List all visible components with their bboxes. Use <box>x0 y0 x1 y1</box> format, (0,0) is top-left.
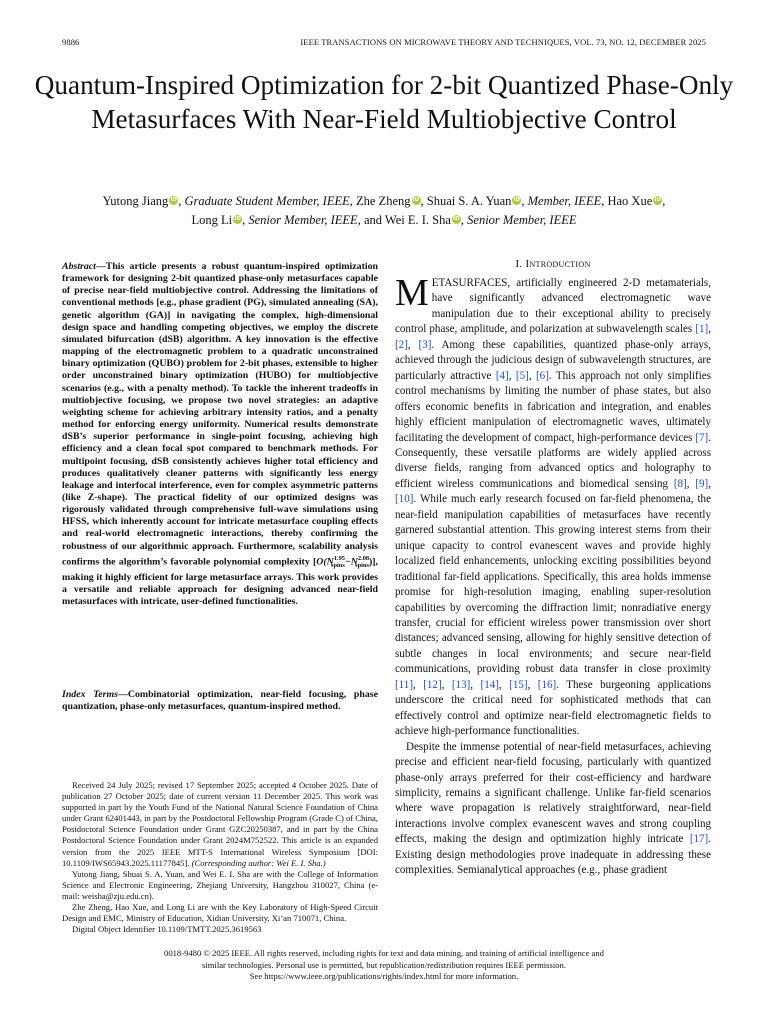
orcid-icon[interactable]: iD <box>513 197 521 203</box>
citation-link[interactable]: [15] <box>509 678 528 691</box>
copyright-line-1: 0018-9480 © 2025 IEEE. All rights reserved, including rights for text and data mining, and training of artificial intelligence and <box>164 948 604 958</box>
footnote-received <box>62 780 378 869</box>
citation-link[interactable]: [10] <box>395 493 414 506</box>
citation-link[interactable]: [11] <box>395 678 413 691</box>
author-name: Zhe Zheng <box>356 194 411 208</box>
orcid-icon[interactable]: iD <box>170 197 177 203</box>
footnote-received-text: Received 24 July 2025; revised 17 September 2025; accepted 4 October 2025. Date of publication 27 October 2025; date of current version 11 December 2025. This work was supported in part by the Youth Fund of the National Natural Science Foundation of China under Grant 62401443, in part by the Postdoctoral Fellowship Program (Grade C) of China, Postdoctoral Science Foundation under Grant GZC20250387, and in part by the China Postdoctoral Science Foundation under Grant 2024M752522. This article is an expanded version from the 2025 IEEE MTT-S International Wireless Symposium [DOI: 10.1109/IWS65943.2025.11177845]. <box>62 780 378 868</box>
author-role: Graduate Student Member, IEEE <box>184 194 350 208</box>
citation-link[interactable]: [9] <box>695 477 709 490</box>
citation-link[interactable]: [2] <box>395 338 408 351</box>
author-name: Yutong Jiang <box>102 194 169 208</box>
index-terms-lead: Index Terms <box>62 689 118 700</box>
footnotes <box>62 780 378 935</box>
abstract-lead: Abstract <box>62 261 96 272</box>
copyright-line-2: similar technologies. Personal use is permitted, but republication/redistribution requires IEEE permission. <box>202 959 566 970</box>
intro-text: . Among these capabilities, quantized phase-only arrays, achieved through the judicious design of subwavelength structures, are particularly attractive <box>395 338 711 382</box>
intro-text: . While much early research focused on far-field phenomena, the near-field manipulation capabilities of metasurfaces have recently garnered substantial attention. This growing interest stems from their unique capacity to control evanescent waves and provide highly localized field enhancements, unlocking exciting possibilities beyond traditional far-field applications. Specifically, this area holds immense promise for high-resolution imaging, enabling super-resolution capabilities by overcoming the diffraction limit; nonradiative energy transfer, crucial for efficient wireless power transmission over short distances; advanced sensing, allowing for highly sensitive detection of subtle changes in local environments; and secure near-field communications, providing robust data transfer in close proximity <box>395 493 711 676</box>
complexity-exp-2: 2.08 <box>357 554 370 562</box>
author-list: Yutong Jiang iD, Graduate Student Member, IEEE, Zhe Zheng iD, Shuai S. A. Yuan iD, Member, IEEE, Hao Xue iD, Long Li iD, Senior Member, IEEE, and Wei E. I. Sha iD, Senior Member, IEEE <box>102 194 666 227</box>
intro-text: . Existing design methodologies prove inadequate in addressing these complexities. Semianalytical approaches (e.g., phase gradient <box>395 833 711 877</box>
author-role: Senior Member, IEEE <box>248 213 358 227</box>
citation-link[interactable]: [5] <box>515 369 529 382</box>
section-number: I. <box>515 258 523 270</box>
author-separator: , <box>662 194 666 208</box>
corresponding-author: (Corresponding author: Wei E. I. Sha.) <box>191 857 326 868</box>
citation-link[interactable]: [4] <box>495 369 509 382</box>
introduction-body <box>395 272 712 879</box>
citation-link[interactable]: [7] <box>695 431 709 444</box>
citation-link[interactable]: [1] <box>695 323 709 336</box>
index-terms-text: Combinatorial optimization, near-field focusing, phase quantization, phase-only metasurfaces, quantum-inspired method. <box>62 689 379 713</box>
citation-link[interactable]: [13] <box>451 678 471 691</box>
complexity-o: O(N <box>316 556 334 568</box>
author-separator: , and <box>357 213 385 227</box>
running-header: IEEE TRANSACTIONS ON MICROWAVE THEORY AND TECHNIQUES, VOL. 73, NO. 12, DECEMBER 2025 <box>300 37 706 47</box>
author-role: Senior Member, IEEE <box>467 213 577 227</box>
intro-text: ETASURFACES, artificially engineered 2-D metamaterials, have significantly advanced electromagnetic wave manipulation due to their exceptional ability to precisely control phase, amplitude, and polarization at subwavelength scales <box>395 277 711 336</box>
abstract <box>62 261 378 609</box>
paper-title: Quantum-Inspired Optimization for 2-bit Quantized Phase-Only Metasurfaces With Near-Field Multiobjective Control <box>34 70 734 134</box>
complexity-close: )] <box>368 556 376 568</box>
intro-text: . These burgeoning applications underscore the critical need for sophisticated methods that can effectively control and optimize near-field electromagnetic fields to achieve high-performance functionalities. <box>395 678 712 738</box>
footnote-affiliation-1: Yutong Jiang, Shuai S. A. Yuan, and Wei E. I. Sha are with the College of Information Science and Electronic Engineering, Zhejiang University, Hangzhou 310027, China (e-mail: weisha@zju.edu.cn). <box>62 868 378 901</box>
citation-link[interactable]: [12] <box>423 678 442 691</box>
orcid-icon[interactable]: iD <box>412 197 420 203</box>
citation-link[interactable]: [14] <box>480 678 499 691</box>
index-terms-dash: — <box>118 689 128 700</box>
author-name: Long Li <box>191 213 233 227</box>
complexity-exp-1: 1.95 <box>333 554 345 562</box>
drop-cap: M <box>395 272 429 314</box>
complexity-dash: −N <box>344 556 358 568</box>
author-name: Hao Xue <box>607 194 653 208</box>
citation-link[interactable]: [16] <box>537 678 557 691</box>
copyright-notice <box>90 948 678 983</box>
intro-text: . Consequently, these versatile platforms are widely applied across diverse fields, ranging from advanced optics and holography to efficient wireless communications and biomedical sensing <box>395 431 711 490</box>
citation-link[interactable]: [8] <box>673 477 687 490</box>
author-separator: , <box>601 194 608 208</box>
index-terms <box>62 689 378 713</box>
section-heading <box>395 258 711 270</box>
copyright-line-3: See https://www.ieee.org/publications/rights/index.html for more information. <box>249 971 519 981</box>
footnote-doi: Digital Object Identifier 10.1109/TMTT.2025.3619563 <box>72 924 262 935</box>
page-number: 9886 <box>62 37 80 47</box>
orcid-icon[interactable]: iD <box>234 216 241 222</box>
abstract-text-1: This article presents a robust quantum-inspired optimization framework for designing 2-bit quantized phase-only metasurfaces capable of precise near-field multiobjective control. Addressing the limitations of conventional methods [e.g., phase gradient (PG), simulated annealing (SA), genetic algorithm (GA)] in navigating the complex, high-dimensional design space and handling competing objectives, we employ the discrete simulated bifurcation (dSB) algorithm. A key innovation is the effective mapping of the electromagnetic problem to a quadratic unconstrained binary optimization (QUBO) problem for 2-bit phases, extensible to higher order unconstrained binary optimization (HUBO) for multiobjective scenarios (e.g., with a penalty method). To tackle the inherent tradeoffs in multiobjective focusing, we propose two novel strategies: an adaptive weighting scheme for achieving arbitrary intensity ratios, and a penalty method for enforcing energy uniformity. Numerical results demonstrate dSB’s superior performance in single-point focusing, achieving high efficiency and a clean focal spot compared to benchmark methods. For multipoint focusing, dSB consistently achieves higher total efficiency and produces qualitatively cleaner patterns with significantly less energy leakage and interfocal interference, even for complex asymmetric patterns (like Z-shape). The practical fidelity of our optimized designs was rigorously validated through comprehensive full-wave simulations using HFSS, which inherently account for intricate metasurface coupling effects and real-world electromagnetic interactions, thereby confirming the robustness of our algorithmic approach. Furthermore, scalability analysis confirms the algorithm’s favorable polynomial complexity [ <box>62 261 378 568</box>
footnote-affiliation-2: Zhe Zheng, Hao Xue, and Long Li are with the Key Laboratory of High-Speed Circuit Design and EMC, Ministry of Education, Xidian University, Xi’an 710071, China. <box>62 902 378 924</box>
citation-link[interactable]: [6] <box>536 369 549 382</box>
section-title: Introduction <box>525 258 591 270</box>
author-role: Member, IEEE <box>527 194 602 208</box>
intro-paragraph-1: METASURFACES, artificially engineered 2-D metamaterials, have significantly advanced electromagnetic wave manipulation due to their exceptional ability to precisely control phase, amplitude, and polarization at subwavelength scales [1], [2], [3]. Among these capabilities, quantized phase-only arrays, achieved through the judicious design of subwavelength structures, are particularly attractive [4], [5], [6]. This approach not only simplifies control mechanisms by limiting the number of phase states, but also offers economic benefits in fabrication and integration, and enables highly efficient manipulation of electromagnetic waves, ultimately facilitating the development of compact, high-performance devices [7]. Consequently, these versatile platforms are widely applied across diverse fields, ranging from advanced optics and holography to efficient wireless communications and biomedical sensing [8], [9], [10]. While much early research focused on far-field phenomena, the near-field manipulation capabilities of metasurfaces have recently garnered substantial attention. This growing interest stems from their unique capacity to control evanescent waves and provide highly localized field enhancements, unlocking exciting possibilities beyond traditional far-field applications. Specifically, this area holds immense promise for high-resolution imaging, enabling super-resolution capabilities by overcoming the diffraction limit; nonradiative energy transfer, crucial for efficient wireless power transmission over short distances; advanced sensing, allowing for highly sensitive detection of subtle changes in local environments; and secure near-field communications, providing robust data transfer in close proximity [11], [12], [13], [14], [15], [16]. These burgeoning applications underscore the critical need for sophisticated methods that can effectively control and optimize near-field electromagnetic fields to achieve high-performance functionalities. <box>395 272 712 738</box>
intro-text: Despite the immense potential of near-field metasurfaces, achieving precise and efficient near-field focusing, particularly with quantized phase-only arrays preferred for their cost-efficiency and hardware simplicity, remains a significant challenge. Unlike far-field scenarios where wave propagation is relatively straightforward, near-field interactions involve complex evanescent waves and strong coupling effects, making the design and optimization highly intricate <box>395 740 711 846</box>
orcid-icon[interactable]: iD <box>453 216 460 222</box>
abstract-dash: — <box>95 261 106 272</box>
author-name: Wei E. I. Sha <box>384 213 451 227</box>
author-name: Shuai S. A. Yuan <box>426 194 512 208</box>
intro-paragraph-2 <box>395 740 711 879</box>
author-separator: , <box>349 194 356 208</box>
complexity-sub-1: spins <box>330 562 345 569</box>
citation-link[interactable]: [17] <box>689 833 709 846</box>
intro-text: . This approach not only simplifies control mechanisms by limiting the number of phase states, but also offers economic benefits in fabrication and integration, and enables highly efficient manipulation of electromagnetic waves, ultimately facilitating the development of compact, high-performance devices <box>395 369 711 444</box>
orcid-icon[interactable]: iD <box>654 197 661 203</box>
author-separator: , <box>420 194 427 208</box>
citation-link[interactable]: [3] <box>418 338 432 351</box>
complexity-sub-2: spins <box>355 562 369 569</box>
abstract-text-2: , making it highly efficient for large metasurface arrays. This work provides a versatile and reliable approach for designing advanced near-field metasurfaces with intricate, user-defined functionalities. <box>62 556 378 608</box>
